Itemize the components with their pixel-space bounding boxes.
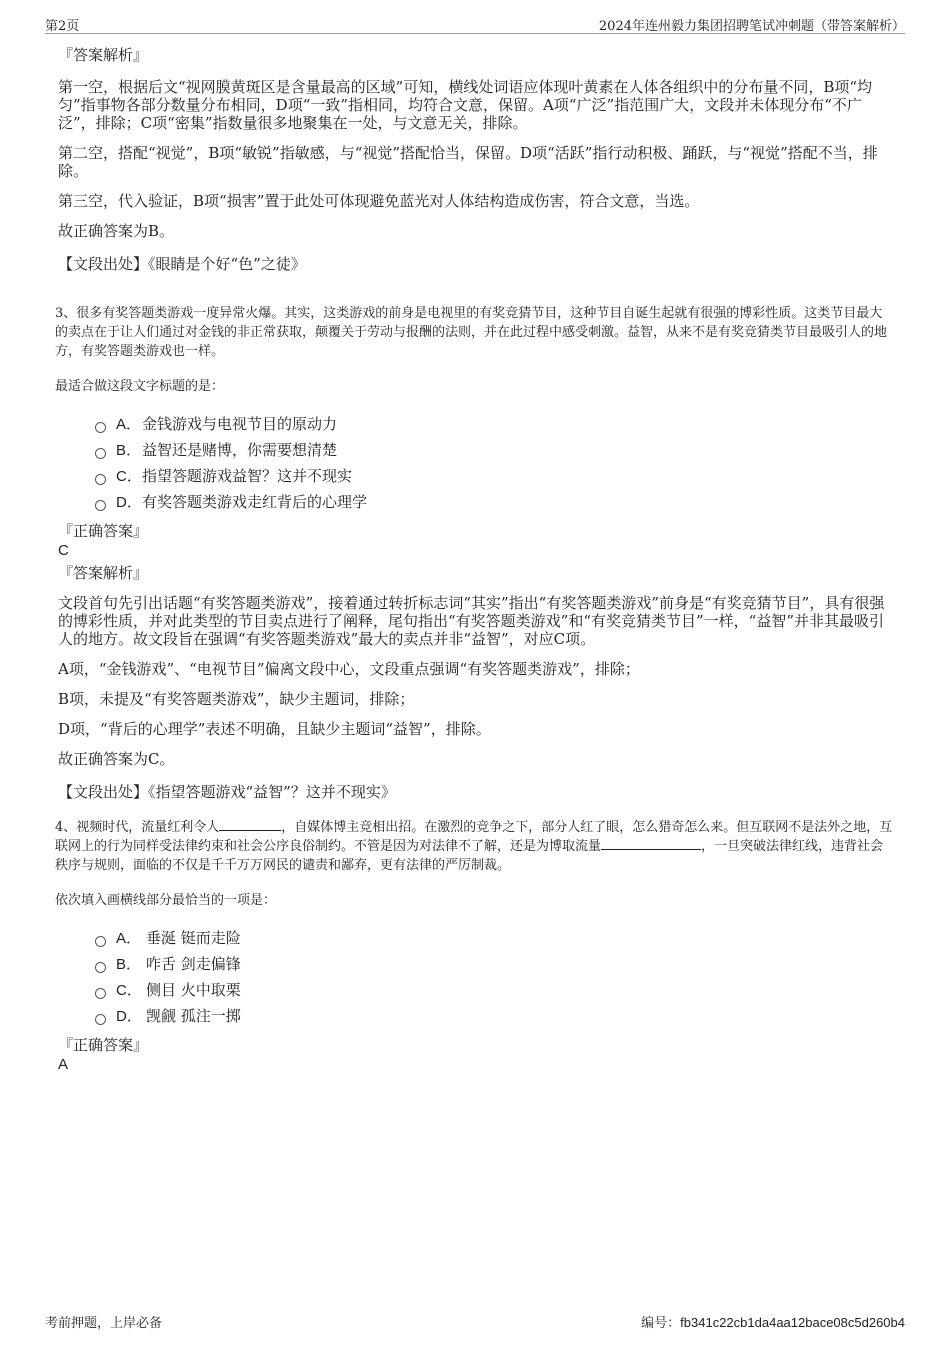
q4-option-d[interactable] xyxy=(95,1002,895,1028)
q3-analysis-p4: D项，“背后的心理学”表述不明确，且缺少主题词“益智”，排除。 xyxy=(58,720,491,738)
option-letter: C． xyxy=(116,467,142,485)
radio-icon[interactable] xyxy=(95,936,106,947)
q3-analysis-p3: B项，未提及“有奖答题类游戏”，缺少主题词，排除； xyxy=(58,690,415,708)
q2-conclusion: 故正确答案为B。 xyxy=(58,222,175,240)
option-letter: C． xyxy=(116,981,142,999)
q3-analysis-p2: A项，“金钱游戏”、“电视节目”偏离文段中心，文段重点强调“有奖答题类游戏”，排除； xyxy=(58,660,640,678)
q3-option-c[interactable] xyxy=(95,462,895,488)
radio-icon[interactable] xyxy=(95,474,106,485)
q3-options xyxy=(95,410,895,514)
option-letter: A． xyxy=(116,929,142,947)
option-text: 垂涎 铤而走险 xyxy=(146,928,241,947)
option-letter: D． xyxy=(116,1007,142,1025)
q4-stem-part-1: 4、视频时代，流量红利令人 xyxy=(55,820,220,835)
q3-analysis-p1: 文段首句先引出话题“有奖答题类游戏”，接着通过转折标志词“其实”指出“有奖答题类游戏”前身是“有奖竞猜节目”，具有很强的博彩性质，并对此类型的节目卖点进行了阐释，尾句指出“有奖答题类游戏”和“有奖竞猜类节目”一样，“益智”并非其最吸引人的地方。故文段旨在强调“有奖答题类游戏”最大的卖点并非“益智”，对应C项。 xyxy=(58,594,885,648)
q3-section xyxy=(55,304,895,802)
option-letter: B． xyxy=(116,441,142,459)
q4-options xyxy=(95,924,895,1028)
option-letter: D． xyxy=(116,493,142,511)
option-text: 有奖答题类游戏走红背后的心理学 xyxy=(142,492,368,511)
option-text: 侧目 火中取栗 xyxy=(146,980,241,999)
document-title: 2024年连州毅力集团招聘笔试冲刺题（带答案解析） xyxy=(598,19,905,34)
option-text: 金钱游戏与电视节目的原动力 xyxy=(142,414,338,433)
q2-analysis-p2: 第二空，搭配“视觉”，B项“敏锐”指敏感，与“视觉”搭配恰当，保留。D项“活跃”指行动积极、踊跃，与“视觉”搭配不当，排除。 xyxy=(58,144,878,180)
option-letter: A． xyxy=(116,415,142,433)
q4-answer-label: 『正确答案』 xyxy=(58,1036,149,1054)
q4-section xyxy=(55,818,895,1074)
q2-analysis-label: 『答案解析』 xyxy=(58,46,149,64)
document-body xyxy=(55,44,895,1074)
q3-prompt: 最适合做这段文字标题的是： xyxy=(55,379,225,394)
q3-answer: C xyxy=(58,542,69,559)
q3-answer-label: 『正确答案』 xyxy=(58,522,149,540)
q4-blank-2 xyxy=(601,837,701,850)
radio-icon[interactable] xyxy=(95,448,106,459)
radio-icon[interactable] xyxy=(95,962,106,973)
q4-stem-part-2: ，自媒体博主竞相出招。在激烈的竞争之下，部分人红了眼，怎么猎奇怎么来。但互联网不是法外之地，互联网上的行为同样受法律约束和社会公序良俗制约。不管是因为对法律不了解，还是为博取流量 xyxy=(55,820,893,854)
q3-conclusion: 故正确答案为C。 xyxy=(58,750,175,768)
page-number: 第2页 xyxy=(45,19,80,34)
option-text: 觊觎 孤注一掷 xyxy=(146,1006,241,1025)
page-header xyxy=(45,13,905,34)
radio-icon[interactable] xyxy=(95,500,106,511)
q3-option-d[interactable] xyxy=(95,488,895,514)
radio-icon[interactable] xyxy=(95,1014,106,1025)
q3-analysis-label: 『答案解析』 xyxy=(58,564,149,582)
q2-section xyxy=(55,44,895,274)
document-code: 编号：fb341c22cb1da4aa12bace08c5d260b4 xyxy=(641,1315,905,1330)
option-text: 益智还是赌博，你需要想清楚 xyxy=(142,440,338,459)
q2-source: 【文段出处】《眼睛是个好“色”之徒》 xyxy=(58,255,306,273)
q2-analysis-p3: 第三空，代入验证，B项“损害”置于此处可体现避免蓝光对人体结构造成伤害，符合文意，当选。 xyxy=(58,192,700,210)
q4-blank-1 xyxy=(219,818,281,831)
q4-option-c[interactable] xyxy=(95,976,895,1002)
option-text: 指望答题游戏益智？这并不现实 xyxy=(142,466,353,485)
option-letter: B． xyxy=(116,955,142,973)
q4-option-b[interactable] xyxy=(95,950,895,976)
q4-prompt: 依次填入画横线部分最恰当的一项是： xyxy=(55,893,277,908)
option-text: 咋舌 剑走偏锋 xyxy=(146,954,241,973)
radio-icon[interactable] xyxy=(95,422,106,433)
q2-analysis-p1: 第一空，根据后文“视网膜黄斑区是含量最高的区域”可知，横线处词语应体现叶黄素在人体各组织中的分布量不同，B项“均匀”指事物各部分数量分布相同，D项“一致”指相同，均符合文意，保留。A项“广泛”指范围广大，文段并未体现分布“不广泛”，排除；C项“密集”指数量很多地聚集在一处，与文意无关，排除。 xyxy=(58,78,873,132)
q4-answer: A xyxy=(58,1056,69,1073)
q3-option-b[interactable] xyxy=(95,436,895,462)
radio-icon[interactable] xyxy=(95,988,106,999)
q4-stem-part-3: ，一旦突破法律红线，违背社会秩序与规则，面临的不仅是千千万万网民的谴责和鄙弃，更有法律的严厉制裁。 xyxy=(55,839,884,873)
q4-option-a[interactable] xyxy=(95,924,895,950)
q3-option-a[interactable] xyxy=(95,410,895,436)
q4-stem xyxy=(55,818,895,875)
q3-source: 【文段出处】《指望答题游戏“益智”？这并不现实》 xyxy=(58,783,396,801)
footer-slogan: 考前押题，上岸必备 xyxy=(45,1316,163,1331)
q3-stem: 3、很多有奖答题类游戏一度异常火爆。其实，这类游戏的前身是电视里的有奖竞猜节目，这种节目自诞生起就有很强的博彩性质。这类节目最大的卖点在于让人们通过对金钱的非正常获取，颠覆关于劳动与报酬的法则，并在此过程中感受刺激。益智，从来不是有奖竞猜类节目最吸引人的地方，有奖答题类游戏也一样。 xyxy=(55,306,888,359)
